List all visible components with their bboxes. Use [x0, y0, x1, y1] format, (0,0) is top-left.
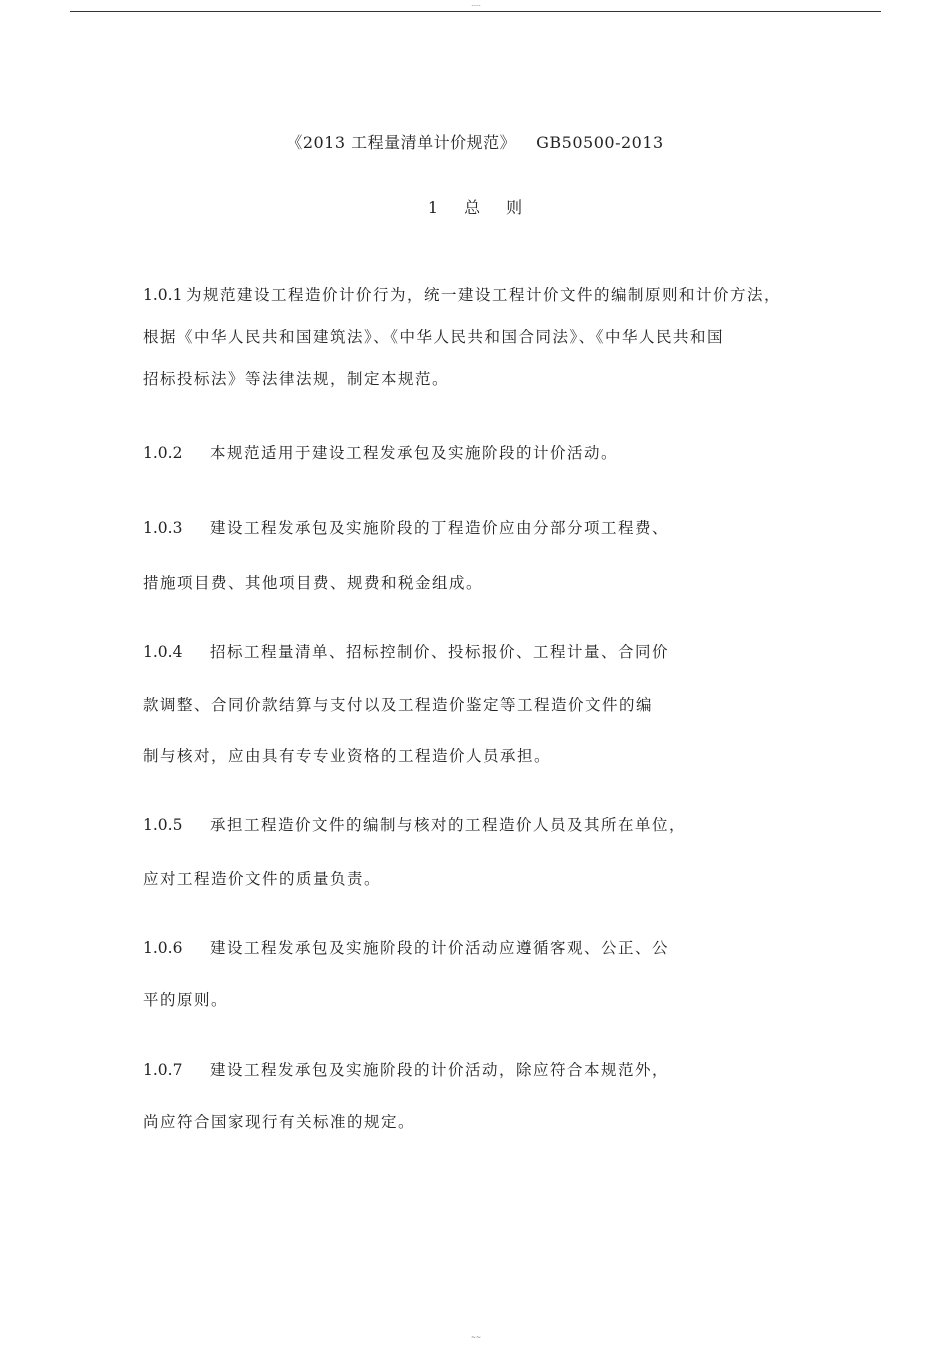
clause-1-0-1-line-1 — [143, 284, 781, 306]
clause-1-0-7-line-1 — [143, 1059, 669, 1081]
clause-1-0-4-line-3: 制与核对，应由具有专专业资格的工程造价人员承担。 — [143, 747, 552, 765]
clause-text: 本规范适用于建设工程发承包及实施阶段的计价活动。 — [210, 444, 619, 462]
clause-1-0-4-line-1 — [143, 641, 669, 663]
clause-number: 1.0.3 — [143, 519, 183, 537]
clause-number: 1.0.4 — [143, 643, 183, 661]
clause-text: 建设工程发承包及实施阶段的丁程造价应由分部分项工程费、 — [210, 519, 670, 537]
standard-code: GB50500-2013 — [536, 133, 664, 152]
document-title-name: 《2013 工程量清单计价规范》 — [286, 133, 517, 152]
clause-1-0-6-line-2: 平的原则。 — [143, 991, 229, 1009]
clause-1-0-5-line-2: 应对工程造价文件的质量负责。 — [143, 870, 382, 888]
clause-number: 1.0.7 — [143, 1061, 183, 1079]
footer-marker: ~~ — [470, 1334, 482, 1341]
clause-1-0-6-line-1 — [143, 937, 669, 959]
clause-text: 建设工程发承包及实施阶段的计价活动应遵循客观、公正、公 — [210, 939, 670, 957]
clause-number: 1.0.6 — [143, 939, 183, 957]
clause-text: 招标工程量清单、招标控制价、投标报价、工程计量、合同价 — [210, 643, 670, 661]
header-marker: ..... — [471, 1, 481, 8]
clause-number: 1.0.1 — [143, 286, 183, 304]
chapter-char-2: 则 — [506, 198, 523, 217]
clause-1-0-1-line-2: 根据《中华人民共和国建筑法》、《中华人民共和国合同法》、《中华人民共和国 — [143, 328, 725, 346]
chapter-char-1: 总 — [464, 198, 481, 217]
clause-1-0-5-line-1 — [143, 814, 686, 836]
clause-number: 1.0.5 — [143, 816, 183, 834]
clause-1-0-1-line-3: 招标投标法》等法律法规，制定本规范。 — [143, 370, 450, 388]
clause-text: 承担工程造价文件的编制与核对的工程造价人员及其所在单位， — [210, 816, 687, 834]
clause-1-0-7-line-2: 尚应符合国家现行有关标准的规定。 — [143, 1113, 416, 1131]
clause-number: 1.0.2 — [143, 444, 183, 462]
clause-1-0-4-line-2: 款调整、合同价款结算与支付以及工程造价鉴定等工程造价文件的编 — [143, 696, 654, 714]
clause-1-0-3-line-1 — [143, 517, 669, 539]
clause-1-0-2-line-1 — [143, 442, 618, 464]
header-rule — [70, 11, 881, 12]
chapter-number: 1 — [427, 198, 439, 217]
document-title — [0, 132, 950, 154]
clause-text: 为规范建设工程造价计价行为，统一建设工程计价文件的编制原则和计价方法， — [186, 286, 782, 304]
clause-1-0-3-line-2: 措施项目费、其他项目费、规费和税金组成。 — [143, 574, 484, 592]
clause-text: 建设工程发承包及实施阶段的计价活动，除应符合本规范外， — [210, 1061, 670, 1079]
chapter-heading — [0, 197, 950, 219]
